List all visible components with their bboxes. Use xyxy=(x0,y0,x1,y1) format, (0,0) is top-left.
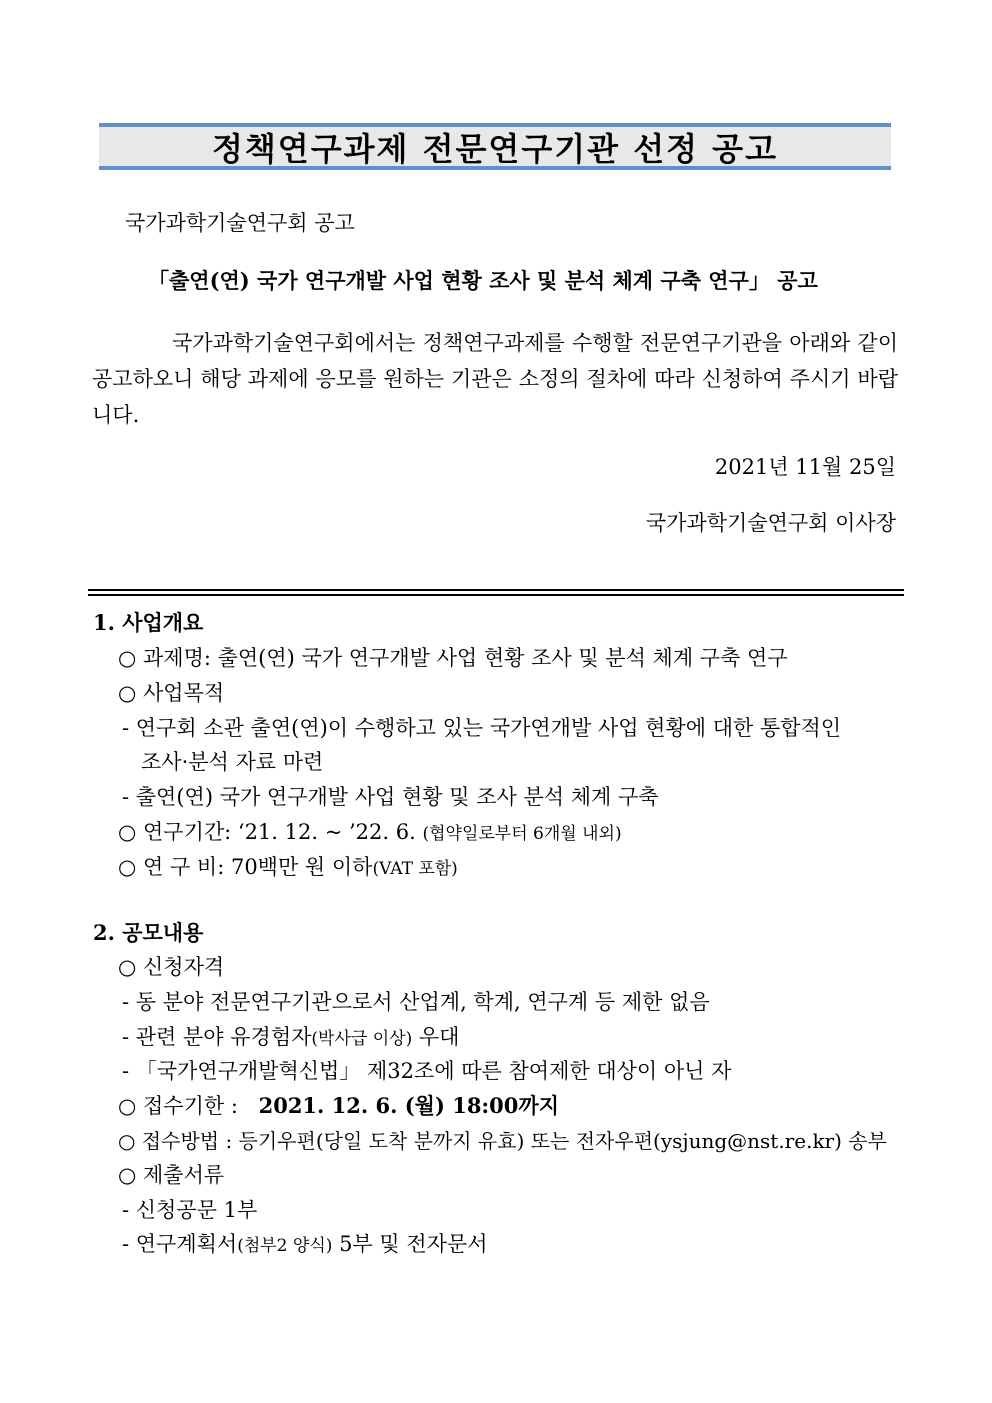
research-period xyxy=(118,816,622,846)
task-name: ○ 과제명: 출연(연) 국가 연구개발 사업 현황 조사 및 분석 체계 구축 연구 xyxy=(118,646,788,670)
qualification-item-3: - 「국가연구개발혁신법」 제32조에 따른 참여제한 대상이 아닌 자 xyxy=(122,1059,732,1083)
signer: 국가과학기술연구회 이사장 xyxy=(645,511,896,535)
purpose-label: ○ 사업목적 xyxy=(118,681,225,705)
document-item-1: - 신청공문 1부 xyxy=(122,1198,258,1222)
qual2-tail: 우대 xyxy=(412,1025,460,1049)
period-note: (협약일로부터 6개월 내외) xyxy=(422,824,622,844)
purpose-item-1b: 조사·분석 자료 마련 xyxy=(141,750,324,774)
org-notice: 국가과학기술연구회 공고 xyxy=(125,211,355,235)
doc2-note: (첨부2 양식) xyxy=(237,1236,333,1256)
qual2-note: (박사급 이상) xyxy=(311,1029,413,1049)
doc2-tail: 5부 및 전자문서 xyxy=(332,1232,488,1256)
submission-method: ○ 접수방법 : 등기우편(당일 도착 분까지 유효) 또는 전자우편(ysjung@nst.re.kr) 송부 xyxy=(118,1129,887,1153)
intro-paragraph: 국가과학기술연구회에서는 정책연구과제를 수행할 전문연구기관을 아래와 같이 공고하오니 해당 과제에 응모를 원하는 기관은 소정의 절차에 따라 신청하여 주시기 바랍니다. xyxy=(92,331,898,427)
qual2-main: - 관련 분야 유경험자 xyxy=(122,1025,312,1049)
purpose-item-2: - 출연(연) 국가 연구개발 사업 현황 및 조사 분석 체계 구축 xyxy=(122,785,659,809)
deadline xyxy=(118,1090,559,1120)
section1-heading: 1. 사업개요 xyxy=(93,610,204,635)
qualification-label: ○ 신청자격 xyxy=(118,955,225,979)
period-main: ○ 연구기간: ‘21. 12. ~ ’22. 6. xyxy=(118,820,416,844)
section2-heading: 2. 공모내용 xyxy=(93,920,204,945)
page-title: 정책연구과제 전문연구기관 선정 공고 xyxy=(211,129,778,168)
notice-subject: 「출연(연) 국가 연구개발 사업 현황 조사 및 분석 체계 구축 연구」 공고 xyxy=(148,268,818,293)
deadline-value: 2021. 12. 6. (월) 18:00까지 xyxy=(258,1093,559,1118)
budget-main: ○ 연 구 비: 70백만 원 이하 xyxy=(118,855,373,879)
document-item-2 xyxy=(122,1228,488,1258)
budget-note: (VAT 포함) xyxy=(372,859,458,879)
notice-date: 2021년 11월 25일 xyxy=(714,455,896,479)
doc2-main: - 연구계획서 xyxy=(122,1232,238,1256)
research-budget xyxy=(118,851,458,881)
qualification-item-1: - 동 분야 전문연구기관으로서 산업계, 학계, 연구계 등 제한 없음 xyxy=(122,990,710,1014)
purpose-item-1a: - 연구회 소관 출연(연)이 수행하고 있는 국가연개발 사업 현황에 대한 통합적인 xyxy=(122,716,842,740)
divider-top xyxy=(88,589,904,591)
deadline-label: ○ 접수기한 : xyxy=(118,1094,238,1118)
divider-bottom xyxy=(88,594,904,596)
qualification-item-2 xyxy=(122,1021,459,1051)
title-banner xyxy=(99,123,891,170)
documents-label: ○ 제출서류 xyxy=(118,1163,225,1187)
